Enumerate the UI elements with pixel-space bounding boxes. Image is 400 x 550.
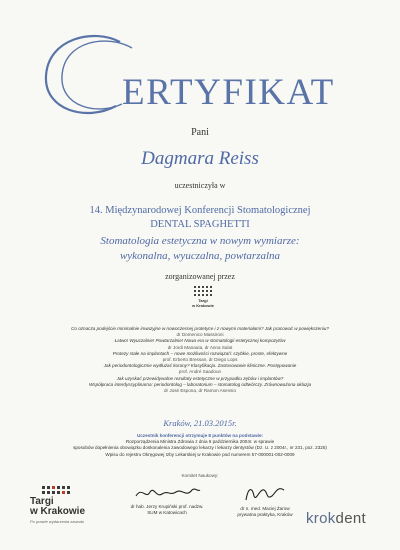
program-topic: Współpraca interdyscyplinarna: periodontolog – laboratorium – stomatolog odtwórczy. Zrównoważona okluzja [88, 381, 312, 387]
program-topic: Protezy stałe na implantach – nowe możliwości rozwiązań: szybkie, proste, efektywne [112, 350, 288, 356]
program-topic: Co oznacza podejście minimalnie inwazyjne w nowoczesnej protetyce i z nowymi materiałami? Jak pracować w powiększeniu? [71, 326, 329, 331]
program-topic: Jak periodontologicznie wydłużać korony? Klasyfikacja. Zastosowanie kliniczne. Postępowanie [103, 363, 297, 369]
signature-1-image [132, 484, 202, 502]
organizer-logo-dots [188, 286, 218, 296]
program-speaker: dr Jordi Manauta, dr Anna Salat [167, 344, 233, 350]
organizer-logo-line-2: w Krakowie [191, 303, 214, 308]
targi-logo-dots [42, 486, 110, 494]
organizer-logo [188, 286, 218, 308]
conference-line-1: 14. Międzynarodowej Konferencji Stomatologicznej [89, 205, 311, 216]
program-speaker: dr José Espona, dr Ramon Asensio [163, 388, 236, 394]
signature-block-1 [112, 484, 222, 516]
participation-text: uczestniczyła w [174, 181, 226, 190]
program-speaker: prof. Erberto Bressan, dr Diego Lops [162, 357, 238, 363]
salutation: Pani [191, 127, 209, 138]
program-topic: Łatwo! Wyuczalnie! Powtarzalnie! Nowa era w stomatologii estetycznej kompozytów [114, 338, 286, 344]
issue-date: Kraków, 21.03.2015r. [163, 418, 237, 428]
signature-2-image [240, 484, 290, 504]
title-text: ERTYFIKAT [122, 72, 335, 113]
program-speaker: prof. André Saadoun [178, 369, 222, 375]
certificate-title [0, 32, 400, 122]
program-item [0, 363, 400, 375]
krokdent-logo-part-2: dent [335, 510, 366, 527]
signature-1-affiliation: SUM w Katowicach [147, 510, 187, 515]
credit-line-3: Wpisu do rejestru Okręgowej Izby Lekarskiej w Krakowie pod numerem 57-000001-002-0009 [105, 451, 295, 457]
program-speaker: dr Domenico Massironi [176, 332, 224, 338]
signature-block-2 [210, 484, 320, 518]
program-topic: Jak uzyskać przewidywalne rezultaty estetyczne w przypadku zębów i implantów? [116, 375, 284, 381]
board-label: Komitet Naukowy: [181, 473, 219, 478]
credit-info [0, 433, 400, 458]
program-item [0, 382, 400, 394]
targi-logo [30, 486, 110, 524]
organized-by-text: zorganizowanej przez [165, 272, 235, 281]
targi-logo-line-2: w Krakowie [30, 506, 86, 517]
organizer-logo-line-1: Targi [198, 298, 208, 303]
conference-line-2: DENTAL SPAGHETTI [150, 219, 250, 230]
program-item [0, 338, 400, 350]
signature-2-affiliation: prywatna praktyka, Kraków [237, 512, 293, 517]
credit-line-2: sposobów dopełnienia obowiązku doskonalenia zawodowego lekarzy i lekarzy dentystów (Dz. U. z 2004r., nr 231, poz. 2325) [73, 445, 327, 451]
program-item [0, 326, 400, 338]
targi-logo-tagline: Po prawie wydarzenia zawodu [30, 519, 85, 524]
krokdent-logo-part-1: krok [306, 510, 336, 527]
signature-1-name: dr hab. Jerzy Krupiński prof. nadzw. [130, 504, 204, 509]
targi-logo-line-1: Targi [30, 496, 54, 507]
conference-line-3: Stomatologia estetyczna w nowym wymiarze: [100, 235, 300, 247]
credit-headline: Uczestnik konferencji otrzymuje 8 punktów na podstawie: [136, 433, 264, 438]
recipient-name: Dagmara Reiss [141, 148, 259, 169]
program-item [0, 351, 400, 363]
krokdent-logo [306, 510, 366, 527]
program-list [0, 326, 400, 394]
signature-2-name: dr n. med. Maciej Żarow [240, 506, 290, 511]
credit-line-1: Rozporządzenia Ministra Zdrowia z dnia 6 października 2004r. w sprawie [125, 439, 275, 445]
conference-line-4: wykonalna, wyuczalna, powtarzalna [119, 250, 281, 262]
